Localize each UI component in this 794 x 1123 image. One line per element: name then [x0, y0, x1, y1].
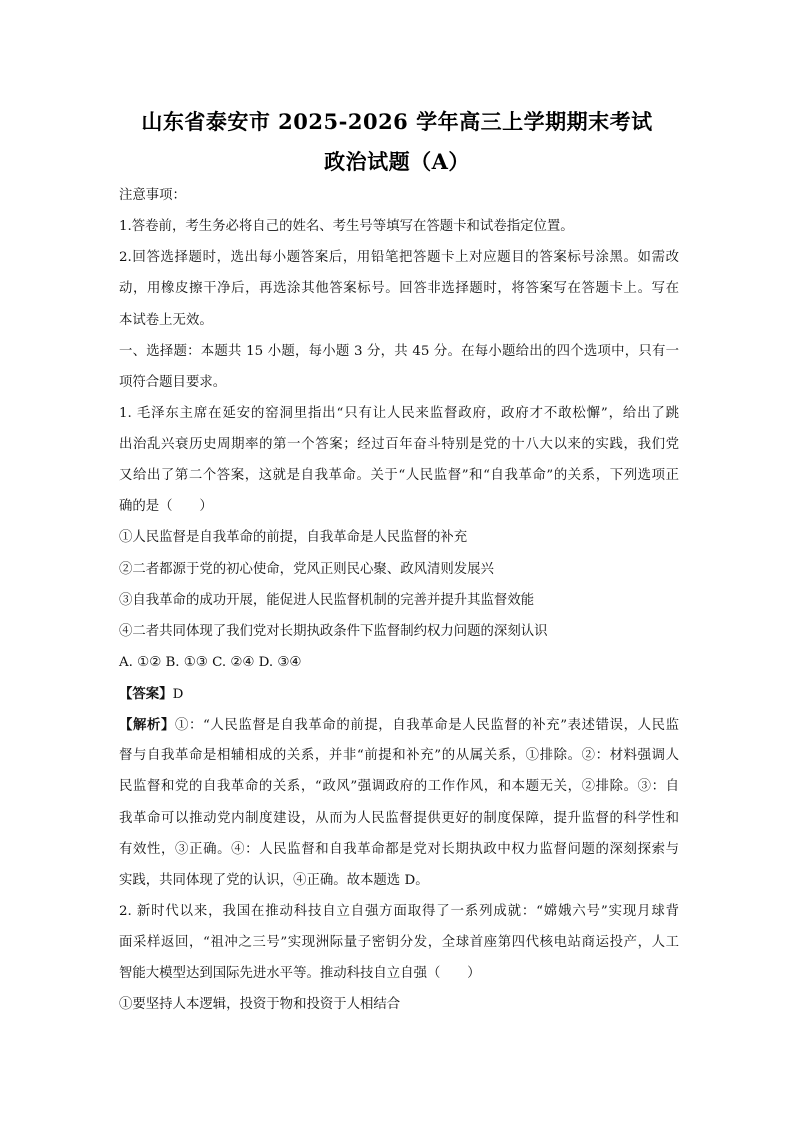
question-1-analysis-line-1: [119, 716, 679, 735]
question-1-stem-line-1: 1. 毛泽东主席在延安的窑洞里指出“只有让人民来监督政府，政府才不敢松懈”，给出了跳: [119, 406, 679, 421]
answer-value: D: [172, 687, 184, 702]
question-2-option-1: ①要坚持人本逻辑，投资于物和投资于人相结合: [119, 997, 401, 1012]
question-1-option-4: ④二者共同体现了我们党对长期执政条件下监督制约权力问题的深刻认识: [119, 624, 548, 639]
question-2-stem-line-1: 2. 新时代以来，我国在推动科技自立自强方面取得了一系列成就：“嫦娥六号”实现月球背: [119, 904, 679, 919]
notice-item-2-line-1: 2.回答选择题时，选出每小题答案后，用铅笔把答题卡上对应题目的答案标号涂黑。如需改: [119, 250, 679, 265]
question-1-stem-line-2: 出治乱兴衰历史周期率的第一个答案；经过百年奋斗特别是党的十八大以来的实践，我们党: [119, 437, 679, 452]
section-heading-line-1: 一、选择题：本题共 15 小题，每小题 3 分，共 45 分。在每小题给出的四个选项中，只有一: [119, 344, 679, 359]
analysis-text: ①：“人民监督是自我革命的前提，自我革命是人民监督的补充”表述错误，人民监: [174, 718, 679, 733]
question-2-stem-line-2: 面采样返回，“祖冲之三号”实现洲际量子密钥分发，全球首座第四代核电站商运投产，人工: [119, 935, 679, 950]
answer-label: 【答案】: [119, 686, 173, 702]
question-2-stem-line-3: 智能大模型达到国际先进水平等。推动科技自立自强（ ）: [119, 966, 481, 981]
notice-heading: 注意事项：: [119, 188, 186, 203]
question-1-option-3: ③自我革命的成功开展，能促进人民监督机制的完善并提升其监督效能: [119, 593, 535, 608]
question-1-analysis-line-3: 民监督和党的自我革命的关系，“政风”强调政府的工作作风，和本题无关，②排除。③：自: [119, 779, 679, 794]
question-1-answer: [119, 685, 679, 704]
question-1-analysis-line-2: 督与自我革命是相辅相成的关系，并非“前提和补充”的从属关系，①排除。②：材料强调人: [119, 748, 679, 763]
question-1-analysis-line-4: 我革命可以推动党内制度建设，从而为人民监督提供更好的制度保障，提升监督的科学性和: [119, 811, 679, 826]
notice-item-1: 1.答卷前，考生务必将自己的姓名、考生号等填写在答题卡和试卷指定位置。: [119, 219, 574, 234]
notice-item-2-line-3: 本试卷上无效。: [119, 313, 213, 328]
question-1-analysis-line-6: 实践，共同体现了党的认识，④正确。故本题选 D。: [119, 873, 429, 888]
question-1-option-2: ②二者都源于党的初心使命，党风正则民心聚、政风清则发展兴: [119, 562, 494, 577]
exam-subtitle: 政治试题（A）: [324, 149, 470, 174]
section-heading-line-2: 项符合题目要求。: [119, 375, 227, 390]
question-1-stem-line-3: 又给出了第二个答案，这就是自我革命。关于“人民监督”和“自我革命”的关系，下列选项正: [119, 468, 679, 483]
analysis-label: 【解析】: [119, 717, 175, 733]
question-1-stem-line-4: 确的是（ ）: [119, 499, 213, 514]
question-1-option-1: ①人民监督是自我革命的前提，自我革命是人民监督的补充: [119, 530, 468, 545]
exam-title: 山东省泰安市 2025-2026 学年高三上学期期末考试: [141, 109, 653, 134]
question-1-analysis-line-5: 有效性，③正确。④：人民监督和自我革命都是党对长期执政中权力监督问题的深刻探索与: [119, 842, 679, 857]
question-1-choices: A. ①② B. ①③ C. ②④ D. ③④: [119, 655, 302, 670]
notice-item-2-line-2: 动，用橡皮擦干净后，再选涂其他答案标号。回答非选择题时，将答案写在答题卡上。写在: [119, 281, 679, 296]
